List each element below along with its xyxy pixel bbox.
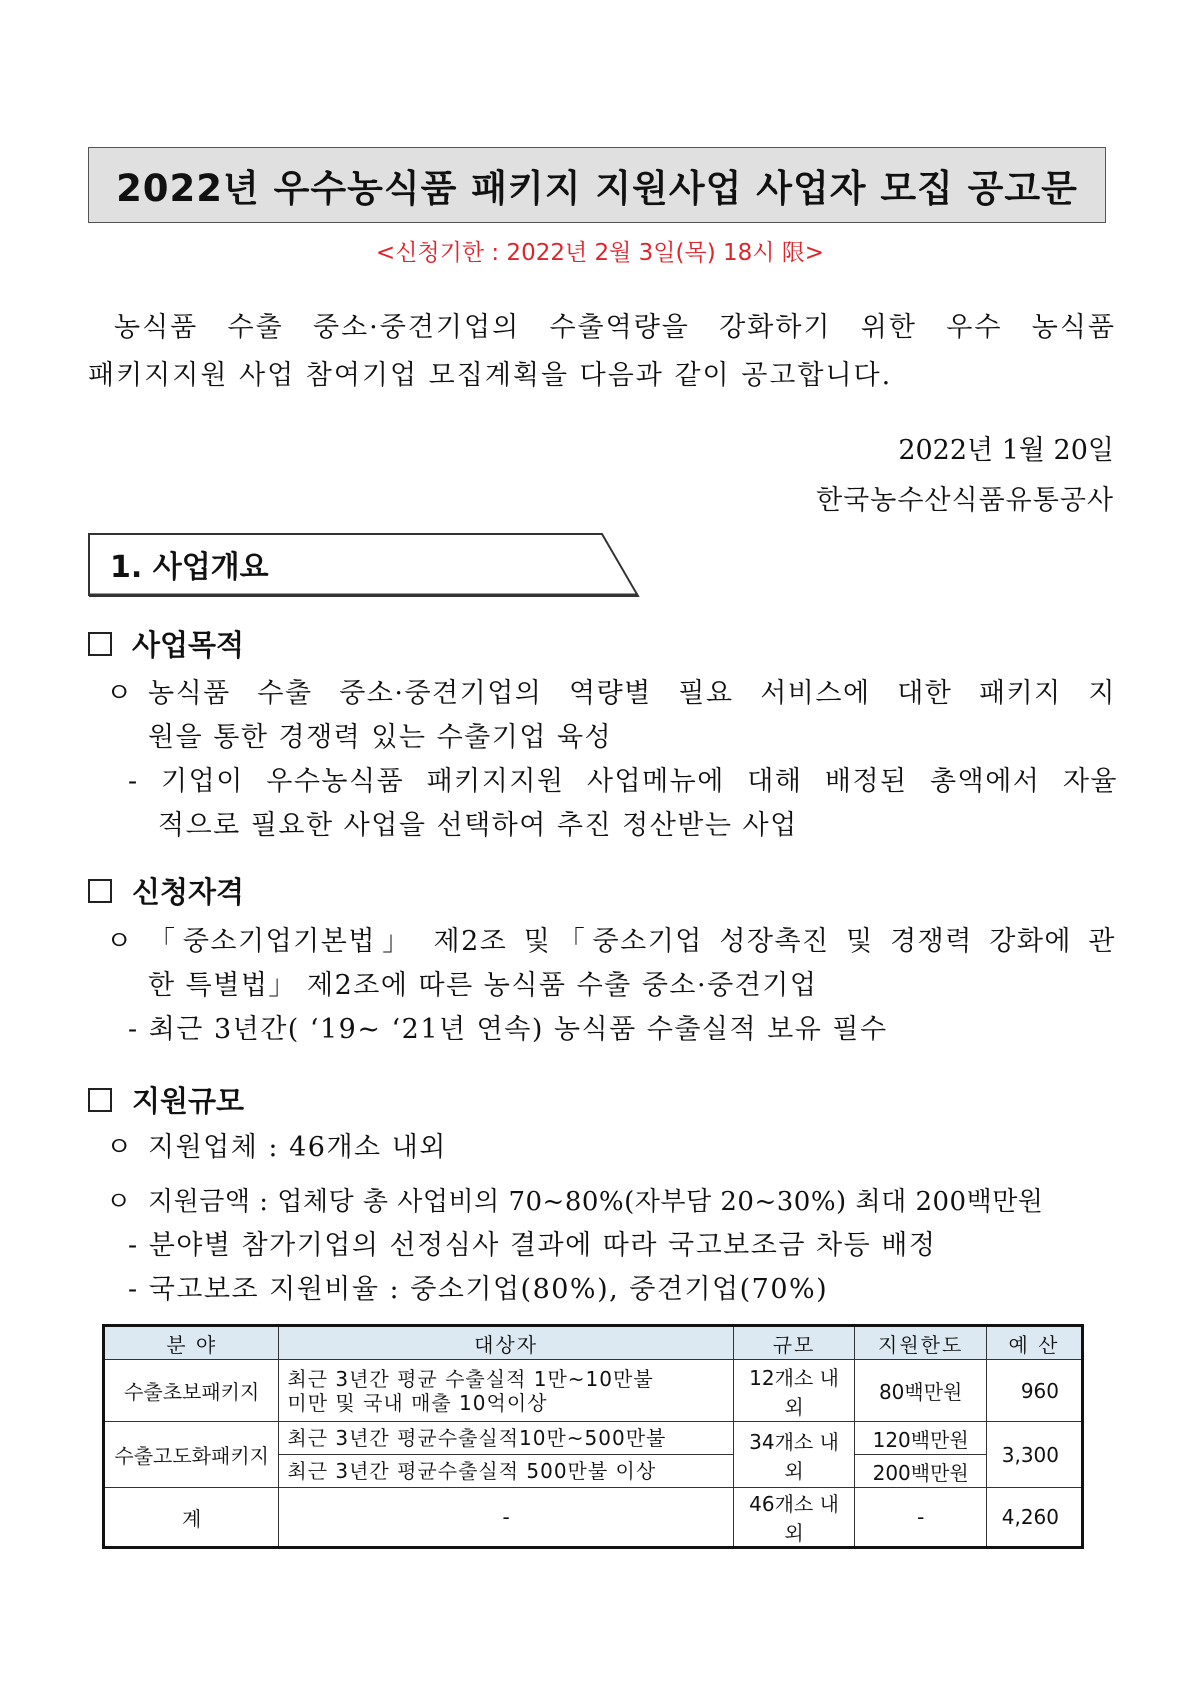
header-scale: 규모	[733, 1326, 855, 1360]
circle-bullet-icon: ㅇ	[106, 1132, 134, 1163]
eligibility-dash-line-1: - 최근 3년간( ‘19~ ‘21년 연속) 농식품 수출실적 보유 필수	[128, 1014, 888, 1045]
scale-companies-bullet	[106, 1126, 1116, 1170]
row1-target-line-1: 최근 3년간 평균 수출실적 1만~10만불	[287, 1366, 654, 1391]
header-limit: 지원한도	[855, 1326, 987, 1360]
purpose-dash-line-2: 적으로 필요한 사업을 선택하여 추진 정산받는 사업	[158, 810, 798, 841]
table-row	[104, 1422, 1083, 1455]
circle-bullet-icon: ㅇ	[106, 1187, 132, 1217]
eligibility-heading-label: 신청자격	[132, 875, 245, 909]
organization-name: 한국농수산식품유통공사	[816, 485, 1114, 516]
total-field: 계	[104, 1488, 279, 1548]
eligibility-heading	[88, 870, 244, 911]
scale-heading	[88, 1079, 244, 1120]
row1-budget: 960	[987, 1360, 1083, 1422]
notice-date: 2022년 1월 20일	[898, 435, 1114, 466]
row2-field: 수출고도화패키지	[104, 1422, 279, 1488]
total-target: -	[279, 1488, 733, 1548]
table-total-row	[104, 1488, 1083, 1548]
eligibility-bullet-line-1: 「중소기업기본법」 제2조 및「중소기업 성장촉진 및 경쟁력 강화에 관	[148, 926, 1116, 957]
purpose-heading-label: 사업목적	[132, 628, 245, 662]
scale-amount-text: 지원금액 : 업체당 총 사업비의 70~80%(자부담 20~30%) 최대 200백만원	[148, 1187, 1044, 1217]
table-header-row	[104, 1326, 1083, 1360]
intro-paragraph	[88, 304, 1116, 400]
row2-budget: 3,300	[987, 1422, 1083, 1488]
deadline-notice: <신청기한 : 2022년 2월 3일(목) 18시 限>	[375, 240, 825, 266]
circle-bullet-icon: ㅇ	[106, 678, 134, 709]
row1-field: 수출초보패키지	[104, 1360, 279, 1422]
scale-dash-1-text: - 분야별 참가기업의 선정심사 결과에 따라 국고보조금 차등 배정	[128, 1230, 937, 1261]
eligibility-bullet	[106, 920, 1116, 1008]
row2-limit-a: 120백만원	[855, 1422, 987, 1455]
scale-dash-1	[128, 1224, 1118, 1268]
row1-target	[279, 1360, 733, 1422]
table-row	[104, 1360, 1083, 1422]
scale-companies-text: 지원업체 : 46개소 내외	[148, 1132, 447, 1163]
page-title: 2022년 우수농식품 패키지 지원사업 사업자 모집 공고문	[116, 167, 1078, 210]
total-scale: 46개소 내외	[733, 1488, 855, 1548]
purpose-dash-line-1: - 기업이 우수농식품 패키지지원 사업메뉴에 대해 배정된 총액에서 자율	[128, 766, 1118, 797]
purpose-bullet-line-1: 농식품 수출 중소·중견기업의 역량별 필요 서비스에 대한 패키지 지	[148, 678, 1116, 709]
intro-line-2: 패키지지원 사업 참여기업 모집계획을 다음과 같이 공고합니다.	[88, 360, 893, 391]
intro-line-1: 농식품 수출 중소·중견기업의 수출역량을 강화하기 위한 우수 농식품	[114, 312, 1116, 343]
checkbox-square-icon	[88, 879, 112, 903]
section-title: 1. 사업개요	[110, 550, 269, 585]
row2-target-b: 최근 3년간 평균수출실적 500만불 이상	[279, 1455, 733, 1488]
eligibility-dash-item	[128, 1008, 1118, 1052]
title-box	[88, 147, 1106, 223]
checkbox-square-icon	[88, 1088, 112, 1112]
total-limit: -	[855, 1488, 987, 1548]
checkbox-square-icon	[88, 632, 112, 656]
scale-dash-2-text: - 국고보조 지원비율 : 중소기업(80%), 중견기업(70%)	[128, 1274, 829, 1305]
scale-heading-label: 지원규모	[132, 1084, 245, 1118]
row2-limit-b: 200백만원	[855, 1455, 987, 1488]
purpose-dash-item	[128, 760, 1118, 848]
row1-scale: 12개소 내외	[733, 1360, 855, 1422]
purpose-bullet	[106, 672, 1116, 760]
header-budget: 예 산	[987, 1326, 1083, 1360]
total-budget: 4,260	[987, 1488, 1083, 1548]
header-target: 대상자	[279, 1326, 733, 1360]
eligibility-bullet-line-2: 한 특별법」 제2조에 따른 농식품 수출 중소·중견기업	[148, 970, 818, 1001]
budget-table	[102, 1324, 1084, 1549]
scale-dash-2	[128, 1268, 1118, 1312]
header-field: 분 야	[104, 1326, 279, 1360]
purpose-heading	[88, 623, 244, 664]
row1-limit: 80백만원	[855, 1360, 987, 1422]
row1-target-line-2: 미만 및 국내 매출 10억이상	[287, 1390, 548, 1415]
row2-scale: 34개소 내외	[733, 1422, 855, 1488]
scale-amount-bullet	[106, 1180, 1116, 1224]
circle-bullet-icon: ㅇ	[106, 926, 134, 957]
purpose-bullet-line-2: 원을 통한 경쟁력 있는 수출기업 육성	[148, 722, 613, 753]
row2-target-a: 최근 3년간 평균수출실적10만~500만불	[279, 1422, 733, 1455]
